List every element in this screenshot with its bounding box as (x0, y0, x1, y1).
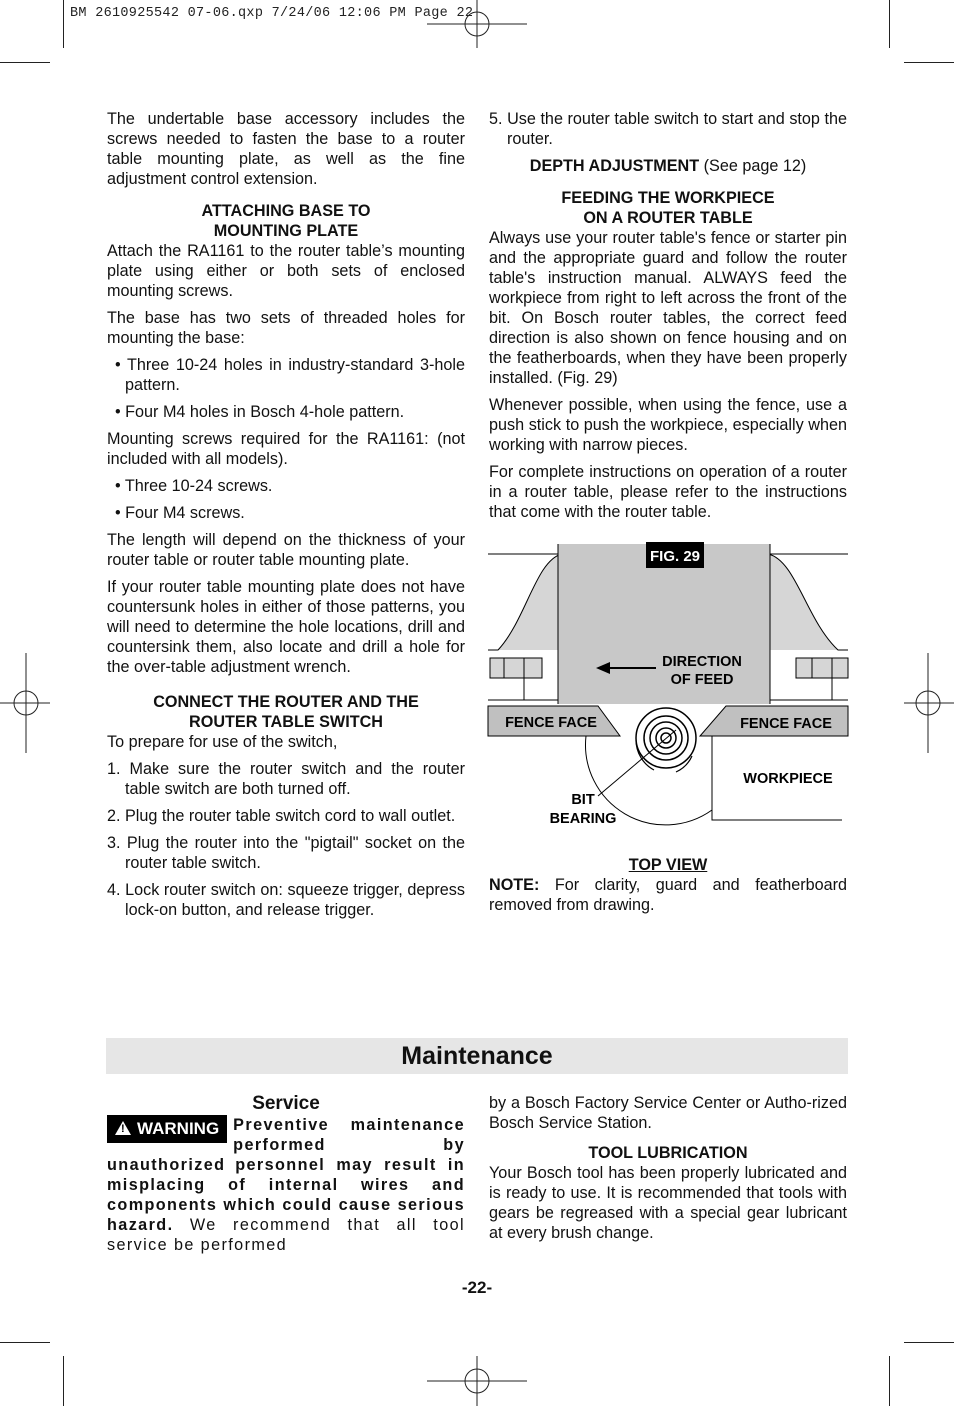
warning-badge: ! WARNING (107, 1115, 227, 1143)
intro-paragraph: The undertable base accessory includes the screws needed to fasten the base to a router table mounting plate, as well as the fine adjustment control extension. (107, 110, 465, 188)
screws-paragraph: Mounting screws required for the RA1161: (not included with all models). (107, 430, 465, 468)
fence-face-left-label: FENCE FACE (505, 715, 597, 731)
right-column (489, 109, 847, 529)
bit-label: BIT (571, 792, 595, 808)
figure-label: FIG. 29 (649, 548, 701, 565)
list-item: • Three 10-24 holes in industry-standard 3-hole pattern. (115, 356, 465, 394)
top-view-title: TOP VIEW (628, 856, 708, 874)
prepare-paragraph: To prepare for use of the switch, (107, 733, 338, 751)
service-continuation: by a Bosch Factory Service Center or Autho-rized Bosch Service Station. (489, 1094, 847, 1132)
service-heading: Service (252, 1093, 320, 1114)
print-slug: BM 2610925542 07-06.qxp 7/24/06 12:06 PM Page 22 (70, 6, 474, 21)
complete-instructions-paragraph: For complete instructions on operation of a router in a router table, please refer to the instructions that come with the router table. (489, 463, 847, 521)
list-item: • Four M4 screws. (115, 504, 245, 522)
depth-adjustment-line: DEPTH ADJUSTMENT (See page 12) (529, 157, 807, 175)
heading-tool-lubrication: TOOL LUBRICATION (588, 1144, 748, 1162)
countersink-paragraph: If your router table mounting plate does not have countersunk holes in either of those patterns, you will need to determine the hole locations, drill and countersink them, also locate and drill a hole for the over-table adjustment wrench. (107, 578, 465, 676)
maintenance-heading: Maintenance (106, 1038, 848, 1074)
list-item: 4. Lock router switch on: squeeze trigger, depress lock-on button, and release trigger. (107, 881, 465, 919)
list-item: • Four M4 holes in Bosch 4-hole pattern. (115, 403, 405, 421)
warning-paragraph: Preventive maintenance performed by unauthorized personnel may result in misplacing of internal wires and components which could cause serious hazard. We recommend that all tool service be performed (107, 1116, 465, 1254)
list-item: • Three 10-24 screws. (115, 477, 273, 495)
figure-note: NOTE: For clarity, guard and featherboard removed from drawing. (489, 876, 847, 914)
bearing-label: BEARING (549, 811, 617, 827)
heading-attaching: ATTACHING BASE TO MOUNTING PLATE (201, 202, 371, 240)
fence-face-right-label: FENCE FACE (740, 716, 832, 732)
figure-29-diagram (486, 540, 850, 830)
feed-paragraph: Always use your router table's fence or starter pin and the appropriate guard and follow the router table's instruction manual. ALWAYS feed the workpiece from right to left across the front of the bit. On Bosch router tables, the correct feed direction is also shown on fence housing and on the featherboards, when they have been properly installed. (Fig. 29) (489, 229, 847, 387)
warning-icon: ! (115, 1121, 131, 1135)
figure-caption (489, 855, 847, 922)
direction-label: DIRECTION (662, 654, 742, 670)
lubrication-column (489, 1093, 847, 1250)
list-item: 3. Plug the router into the "pigtail" socket on the router table switch. (107, 834, 465, 872)
page-number: -22- (461, 1278, 493, 1297)
heading-connect: CONNECT THE ROUTER AND THE ROUTER TABLE SWITCH (153, 693, 419, 731)
direction-label-2: OF FEED (670, 672, 734, 688)
workpiece-label: WORKPIECE (743, 771, 833, 787)
list-item: 1. Make sure the router switch and the router table switch are both turned off. (107, 760, 465, 798)
attach-paragraph: Attach the RA1161 to the router table’s mounting plate using either or both sets of enclosed mounting screws. (107, 242, 465, 300)
push-stick-paragraph: Whenever possible, when using the fence, use a push stick to push the workpiece, especially when working with narrow pieces. (489, 396, 847, 454)
lubrication-paragraph: Your Bosch tool has been properly lubricated and is ready to use. It is recommended that tools with gears be regreased with a special gear lubricant at every brush change. (489, 1164, 847, 1242)
left-column (107, 109, 465, 927)
length-paragraph: The length will depend on the thickness of your router table or router table mounting plate. (107, 531, 465, 569)
list-item: 5. Use the router table switch to start and stop the router. (489, 110, 847, 148)
service-column (107, 1093, 465, 1255)
heading-feeding: FEEDING THE WORKPIECE ON A ROUTER TABLE (561, 189, 775, 227)
list-item: 2. Plug the router table switch cord to wall outlet. (107, 807, 456, 825)
holes-paragraph: The base has two sets of threaded holes for mounting the base: (107, 309, 465, 347)
